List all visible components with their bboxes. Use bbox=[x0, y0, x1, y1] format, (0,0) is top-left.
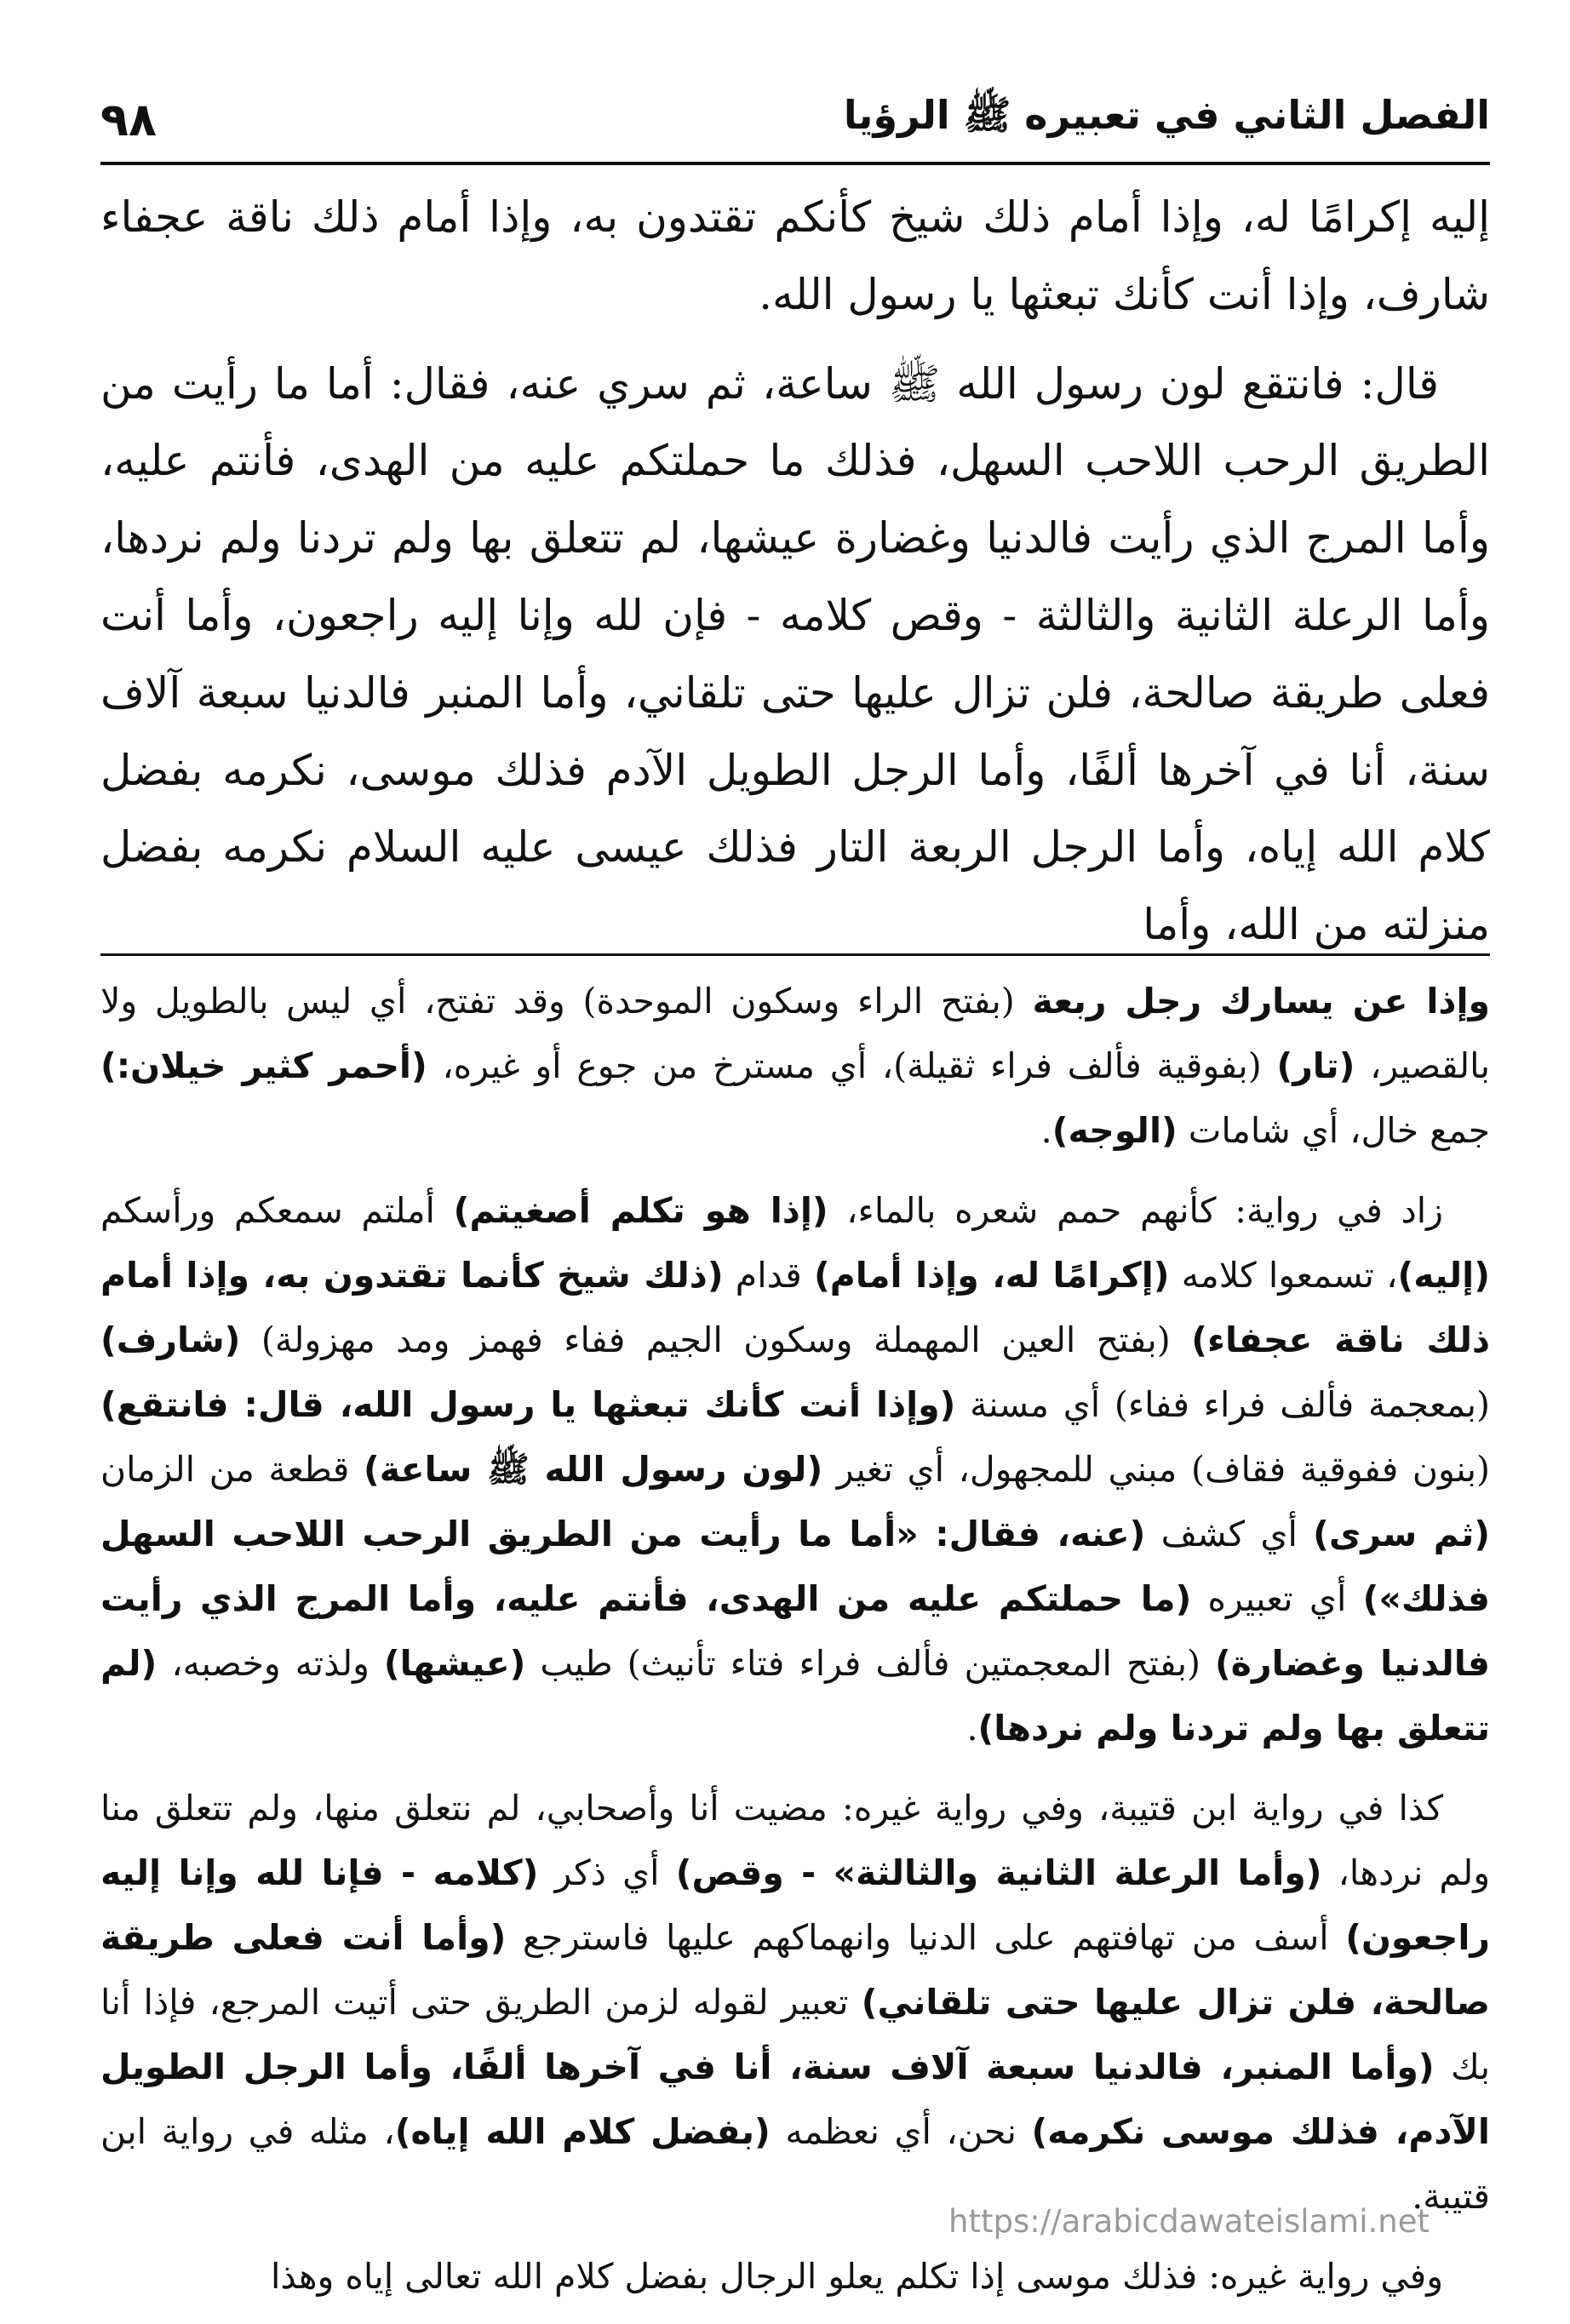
quoted-text: (وإذا أنت كأنك تبعثها يا رسول الله، قال: فانتقع) bbox=[100, 1384, 956, 1425]
commentary-text: (بمعجمة فألف فراء ففاء) أي مسنة bbox=[955, 1384, 1490, 1425]
quoted-text: (وأما المنبر، فالدنيا سبعة آلاف سنة، أنا في آخرها ألفًا، وأما الرجل الطويل الآدم، فذلك موسى نكرمه) bbox=[100, 2046, 1490, 2152]
quoted-text: (بفضل كلام الله إياه) bbox=[394, 2111, 771, 2152]
main-text bbox=[100, 179, 1490, 976]
commentary-text: تعبير لقوله لزمن الطريق حتى أتيت المرجع، فإذا أنا بك bbox=[100, 1982, 1490, 2087]
commentary-text: (بفتح العين المهملة وسكون الجيم ففاء فهمز ومد مهزولة) bbox=[240, 1319, 1192, 1360]
watermark-url: https://arabicdawateislami.net bbox=[948, 2203, 1430, 2240]
quoted-text: (شارف) bbox=[100, 1319, 241, 1360]
page-header bbox=[100, 77, 1490, 165]
quoted-text: (إذا هو تكلم أصغيتم) bbox=[453, 1190, 828, 1231]
quoted-text: (عنه، فقال: «أما ما رأيت من الطريق الرحب اللاحب السهل فذلك») bbox=[100, 1514, 1490, 1619]
commentary-text: . bbox=[966, 1708, 978, 1749]
quoted-text: (لم تتعلق بها ولم تردنا ولم نردها) bbox=[100, 1643, 1490, 1749]
commentary-text: ولذته وخصبه، bbox=[157, 1643, 384, 1684]
commentary-text: (بفوقية فألف فراء ثقيلة)، أي مسترخ من جوع أو غيره، bbox=[427, 1045, 1277, 1086]
commentary-text: ، تسمعوا كلامه bbox=[1169, 1255, 1398, 1296]
commentary-text: . bbox=[1040, 1110, 1052, 1151]
quoted-text: (وأما الرعلة الثانية والثالثة» - وقص) bbox=[675, 1852, 1322, 1893]
commentary-text: أملتم سمعكم ورأسكم bbox=[100, 1190, 454, 1231]
footnote-divider bbox=[100, 953, 1490, 956]
commentary-text: (بفتح الراء وسكون الموحدة) وقد تفتح، أي ليس بالطويل ولا بالقصير، bbox=[100, 981, 1490, 1086]
quoted-text: (لون رسول الله ﷺ ساعة) bbox=[363, 1449, 823, 1490]
commentary-paragraph bbox=[100, 1776, 1490, 2229]
commentary-text: أي تعبيره bbox=[1191, 1578, 1363, 1619]
quoted-text: (وأما أنت فعلى طريقة صالحة، فلن تزال عليها حتى تلقاني) bbox=[100, 1917, 1490, 2023]
quoted-text: (كلامه - فإنا لله وإنا إليه راجعون) bbox=[100, 1852, 1490, 1958]
commentary-text: جمع خال، أي شامات bbox=[1177, 1110, 1490, 1151]
book-page bbox=[100, 51, 1491, 2297]
main-paragraph: قال: فانتقع لون رسول الله ﷺ ساعة، ثم سري عنه، فقال: أما ما رأيت من الطريق الرحب اللاحب السهل، فذلك ما حملتكم عليه من الهدى، فأنتم عليه، وأما المرج الذي رأيت فالدنيا وغضارة عيشها، لم تتعلق بها ولم تردنا ولم نردها، وأما الرعلة الثانية والثالثة - وقص كلامه - فإن لله وإنا إليه راجعون، وأما أنت فعلى طريقة صالحة، فلن تزال عليها حتى تلقاني، وأما المنبر فالدنيا سبعة آلاف سنة، أنا في آخرها ألفًا، وأما الرجل الطويل الآدم فذلك موسى، نكرمه بفضل كلام الله إياه، وأما الرجل الربعة التار فذلك عيسى عليه السلام نكرمه بفضل منزلته من الله، وأما bbox=[100, 358, 1490, 950]
commentary-text: (بفتح المعجمتين فألف فراء فتاء تأنيث) طيب bbox=[525, 1643, 1216, 1684]
commentary-text: زاد في رواية: كأنهم حمم شعره بالماء، bbox=[828, 1190, 1443, 1231]
commentary-text: نحن، أي نعظمه bbox=[770, 2111, 1032, 2152]
running-title: الفصل الثاني في تعبيره ﷺ الرؤيا bbox=[843, 91, 1490, 138]
quoted-text: (إليه) bbox=[1397, 1255, 1490, 1296]
commentary-text: (بنون ففوقية فقاف) مبني للمجهول، أي تغير bbox=[822, 1449, 1490, 1490]
quoted-text: (ذلك شيخ كأنما تقتدون به، وإذا أمام ذلك ناقة عجفاء) bbox=[100, 1255, 1490, 1360]
commentary-paragraph bbox=[100, 1178, 1490, 1760]
commentary-text: كذا في رواية ابن قتيبة، وفي رواية غيره: مضيت أنا وأصحابي، لم نتعلق منها، ولم تتعلق منا ولم نردها، bbox=[100, 1788, 1491, 1893]
quoted-text: (الوجه) bbox=[1051, 1110, 1178, 1151]
commentary-text: أي كشف bbox=[1145, 1514, 1314, 1554]
quoted-text: (ثم سرى) bbox=[1313, 1514, 1491, 1554]
page-number: ٩٨ bbox=[100, 92, 157, 146]
commentary-text: ، مثله في رواية ابن قتيبة. bbox=[100, 2111, 1490, 2217]
quoted-text: (تار) bbox=[1276, 1045, 1355, 1086]
commentary bbox=[100, 969, 1490, 2324]
quoted-text: (عيشها) bbox=[383, 1643, 526, 1684]
quoted-text: وإذا عن يسارك رجل ربعة bbox=[1032, 981, 1491, 1022]
main-paragraph: إليه إكرامًا له، وإذا أمام ذلك شيخ كأنكم تقتدون به، وإذا أمام ذلك ناقة عجفاء شارف، وإذا أنت كأنك تبعثها يا رسول الله. bbox=[100, 192, 1490, 319]
commentary-text: قدام bbox=[723, 1255, 814, 1296]
commentary-paragraph: وفي رواية غيره: فذلك موسى إذا تكلم يعلو الرجال بفضل كلام الله تعالى إياه وهذا bbox=[270, 2256, 1443, 2297]
commentary-text: أسف من تهافتهم على الدنيا وانهماكهم عليها فاسترجع bbox=[506, 1917, 1346, 1958]
commentary-paragraph bbox=[100, 969, 1490, 1163]
commentary-text: أي ذكر bbox=[538, 1852, 676, 1893]
quoted-text: (ما حملتكم عليه من الهدى، فأنتم عليه، وأما المرج الذي رأيت فالدنيا وغضارة) bbox=[100, 1578, 1490, 1684]
commentary-text: قطعة من الزمان bbox=[100, 1449, 364, 1490]
quoted-text: (إكرامًا له، وإذا أمام) bbox=[813, 1255, 1170, 1296]
quoted-text: (أحمر كثير خيلان:) bbox=[100, 1045, 427, 1086]
